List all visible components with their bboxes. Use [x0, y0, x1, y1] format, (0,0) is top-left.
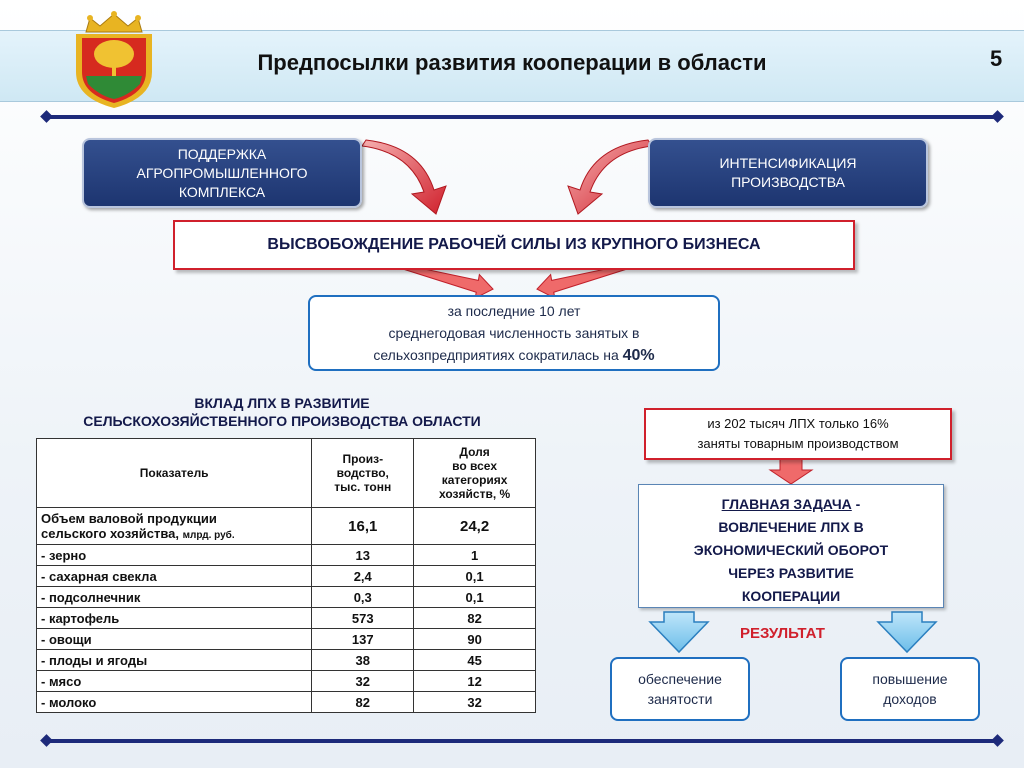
result-left-arrow-icon	[650, 612, 708, 652]
row-label-line: Объем валовой продукции	[41, 511, 217, 526]
header-line: хозяйств, %	[439, 487, 511, 501]
production-value: 137	[312, 629, 414, 650]
labor-release-box	[173, 220, 855, 270]
stat-line: за последние 10 лет	[447, 302, 581, 319]
agro-support-line: АГРОПРОМЫШЛЕННОГО	[136, 164, 308, 181]
share-value: 24,2	[414, 508, 536, 545]
right-curved-arrow-icon	[568, 140, 652, 214]
result-line: занятости	[647, 691, 713, 707]
note-down-arrow-icon	[770, 458, 812, 484]
production-value: 82	[312, 692, 414, 713]
row-label: - зерно	[37, 545, 312, 566]
production-value: 573	[312, 608, 414, 629]
task-line: КООПЕРАЦИИ	[741, 588, 841, 604]
employment-result-box	[610, 657, 750, 721]
stat-line: сельхозпредприятиях сократилась на	[373, 346, 619, 363]
table-row	[37, 566, 536, 587]
share-value: 32	[414, 692, 536, 713]
header-line: категориях	[441, 473, 508, 487]
column-header-share	[414, 439, 536, 508]
share-value: 1	[414, 545, 536, 566]
share-value: 82	[414, 608, 536, 629]
production-value: 38	[312, 650, 414, 671]
stat-line: среднегодовая численность занятых в	[388, 324, 640, 341]
contribution-title	[28, 394, 536, 430]
left-curved-arrow-icon	[362, 140, 446, 214]
row-label: - подсолнечник	[37, 587, 312, 608]
income-result-box	[840, 657, 980, 721]
row-label	[37, 508, 312, 545]
result-line: обеспечение	[638, 671, 722, 687]
header-line: тыс. тонн	[334, 480, 392, 494]
column-header-indicator: Показатель	[37, 439, 312, 508]
share-value: 12	[414, 671, 536, 692]
production-value: 0,3	[312, 587, 414, 608]
result-line: доходов	[883, 691, 937, 707]
contribution-title-line: ВКЛАД ЛПХ В РАЗВИТИЕ	[194, 395, 370, 411]
share-value: 0,1	[414, 587, 536, 608]
row-label: - молоко	[37, 692, 312, 713]
intensification-line: ИНТЕНСИФИКАЦИЯ	[719, 155, 857, 171]
row-label: - овощи	[37, 629, 312, 650]
contribution-title-line: СЕЛЬСКОХОЗЯЙСТВЕННОГО ПРОИЗВОДСТВА ОБЛАСТИ	[83, 413, 481, 429]
production-value: 16,1	[312, 508, 414, 545]
task-line: ЧЕРЕЗ РАЗВИТИЕ	[728, 565, 854, 581]
intensification-line: ПРОИЗВОДСТВА	[731, 174, 845, 190]
row-label: - сахарная свекла	[37, 566, 312, 587]
lph-note-box	[644, 408, 952, 460]
lph-note-line: из 202 тысяч ЛПХ только 16%	[707, 416, 889, 431]
employment-stat-box	[308, 295, 720, 371]
production-value: 13	[312, 545, 414, 566]
intensification-box	[648, 138, 928, 208]
row-label-line: сельского хозяйства,	[41, 526, 179, 541]
column-header-production	[312, 439, 414, 508]
share-value: 45	[414, 650, 536, 671]
table-header-row	[37, 439, 536, 508]
agro-support-line: КОМПЛЕКСА	[178, 183, 266, 200]
row-label: - картофель	[37, 608, 312, 629]
header-line: во всех	[452, 459, 497, 473]
task-heading: ГЛАВНАЯ ЗАДАЧА	[721, 496, 852, 512]
bottom-divider	[40, 734, 1004, 748]
lph-note-line: заняты товарным производством	[697, 436, 899, 451]
task-line: ЭКОНОМИЧЕСКИЙ ОБОРОТ	[693, 542, 889, 558]
stat-percent: 40%	[622, 346, 655, 364]
table-row	[37, 650, 536, 671]
task-line: ВОВЛЕЧЕНИЕ ЛПХ В	[718, 519, 864, 535]
page-number: 5	[990, 46, 1003, 71]
main-task-box: ГЛАВНАЯ ЗАДАЧА - ВОВЛЕЧЕНИЕ ЛПХ В ЭКОНОМИЧЕСКИЙ ОБОРОТ ЧЕРЕЗ РАЗВИТИЕ КООПЕРАЦИИ	[638, 484, 944, 608]
row-label: - мясо	[37, 671, 312, 692]
table-row	[37, 508, 536, 545]
table-row	[37, 671, 536, 692]
agro-support-box	[82, 138, 362, 208]
table-row	[37, 629, 536, 650]
table-row	[37, 587, 536, 608]
share-value: 90	[414, 629, 536, 650]
share-value: 0,1	[414, 566, 536, 587]
result-line: повышение	[872, 671, 948, 687]
row-unit: млрд. руб.	[182, 530, 235, 541]
header-line: Произ-	[342, 452, 384, 466]
row-label: - плоды и ягоды	[37, 650, 312, 671]
production-value: 32	[312, 671, 414, 692]
header-line: Доля	[459, 445, 490, 459]
table-row	[37, 545, 536, 566]
header-line: водство,	[336, 466, 389, 480]
labor-release-text: ВЫСВОБОЖДЕНИЕ РАБОЧЕЙ СИЛЫ ИЗ КРУПНОГО БИЗНЕСА	[267, 236, 761, 253]
agro-support-line: ПОДДЕРЖКА	[177, 145, 267, 162]
result-right-arrow-icon	[878, 612, 936, 652]
production-value: 2,4	[312, 566, 414, 587]
result-label: РЕЗУЛЬТАТ	[740, 625, 825, 642]
table-row	[37, 692, 536, 713]
table-row	[37, 608, 536, 629]
page-title: Предпосылки развития кооперации в области	[257, 50, 767, 75]
contribution-table	[36, 438, 536, 713]
